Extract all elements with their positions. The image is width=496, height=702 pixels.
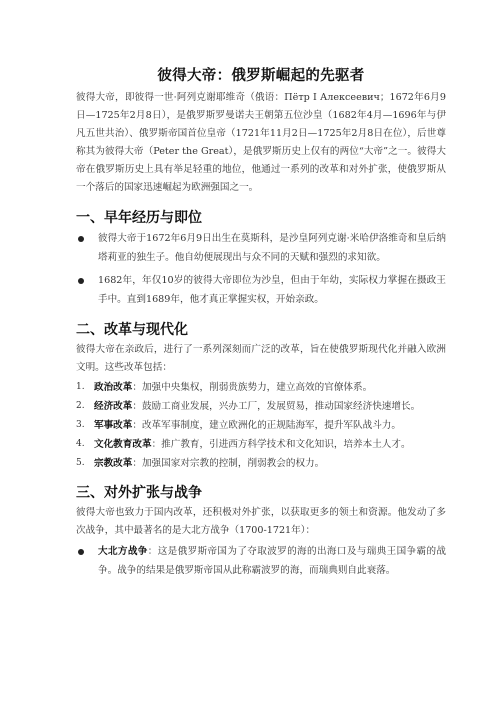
list-term: 大北方战争 [98,546,148,557]
list-item [76,229,446,267]
list-number: 2. [76,401,85,411]
section-heading-expansion: 三、对外扩张与战争 [76,485,202,501]
bullet-dot-icon [78,278,84,284]
list-number: 5. [76,458,85,468]
list-item [76,455,446,472]
intro-paragraph: 彼得大帝，即彼得一世·阿列克谢耶维奇（俄语：Пётр I Алексеевич；1672年6月9日—1725年2月8日），是俄罗斯罗曼诺夫王朝第五位沙皇（1682年4月—1696年与伊凡五世共治）、俄罗斯帝国首位皇帝（1721年11月2日—1725年2月8日在位），后世尊称其为彼得大帝（Peter the Great），是俄罗斯历史上仅有的两位“大帝”之一。彼得大帝在俄罗斯历史上具有举足轻重的地位，他通过一系列的改革和对外扩张，使俄罗斯从一个落后的国家迅速崛起为欧洲强国之一。 [76,92,446,193]
list-item-text: ：鼓励工商业发展，兴办工厂，发展贸易，推动国家经济快速增长。 [132,401,421,412]
list-term: 文化教育改革 [94,439,152,450]
list-item [76,379,446,396]
list-item-text: 彼得大帝于1672年6月9日出生在莫斯科，是沙皇阿列克谢·米哈伊洛维奇和皇后纳塔莉亚的独生子。他自幼便展现出与众不同的天赋和强烈的求知欲。 [98,233,446,263]
list-item-text: ：改革军事制度，建立欧洲化的正规陆海军，提升军队战斗力。 [132,420,401,431]
expansion-bullet-list [76,542,446,580]
list-item [76,271,446,309]
list-item-text: ：推广教育，引进西方科学技术和文化知识，培养本土人才。 [151,439,411,450]
reform-paragraph: 彼得大帝在亲政后，进行了一系列深刻而广泛的改革，旨在使俄罗斯现代化并融入欧洲文明。这些改革包括： [76,344,446,373]
reform-numbered-list [76,379,446,472]
bullet-dot-icon [78,236,84,242]
list-number: 1. [76,382,85,392]
list-term: 军事改革 [94,420,133,431]
list-item [76,436,446,453]
early-bullet-list [76,229,446,309]
section-heading-early: 一、早年经历与即位 [76,210,202,226]
list-item-text: ：加强中央集权，削弱贵族势力，建立高效的官僚体系。 [132,382,373,393]
document-title: 彼得大帝：俄罗斯崛起的先驱者 [157,68,365,84]
list-number: 4. [76,439,85,449]
bullet-dot-icon [78,549,84,555]
list-item [76,398,446,415]
list-term: 经济改革 [94,401,133,412]
expansion-paragraph: 彼得大帝也致力于国内改革，还积极对外扩张，以获取更多的领土和资源。他发动了多次战争，其中最著名的是大北方战争（1700-1721年）： [76,507,446,536]
section-heading-reform: 二、改革与现代化 [76,322,188,338]
list-term: 宗教改革 [94,458,133,469]
list-item-text: 1682年，年仅10岁的彼得大帝即位为沙皇，但由于年幼，实际权力掌握在摄政王手中。直到1689年，他才真正掌握实权，开始亲政。 [98,275,446,305]
list-item-text: ：加强国家对宗教的控制，削弱教会的权力。 [132,458,325,469]
list-item [76,417,446,434]
list-term: 政治改革 [94,382,133,393]
list-item [76,542,446,580]
list-number: 3. [76,420,85,430]
list-item-text: ：这是俄罗斯帝国为了夺取波罗的海的出海口及与瑞典王国争霸的战争。战争的结果是俄罗斯帝国从此称霸波罗的海，而瑞典则自此衰落。 [98,546,446,576]
